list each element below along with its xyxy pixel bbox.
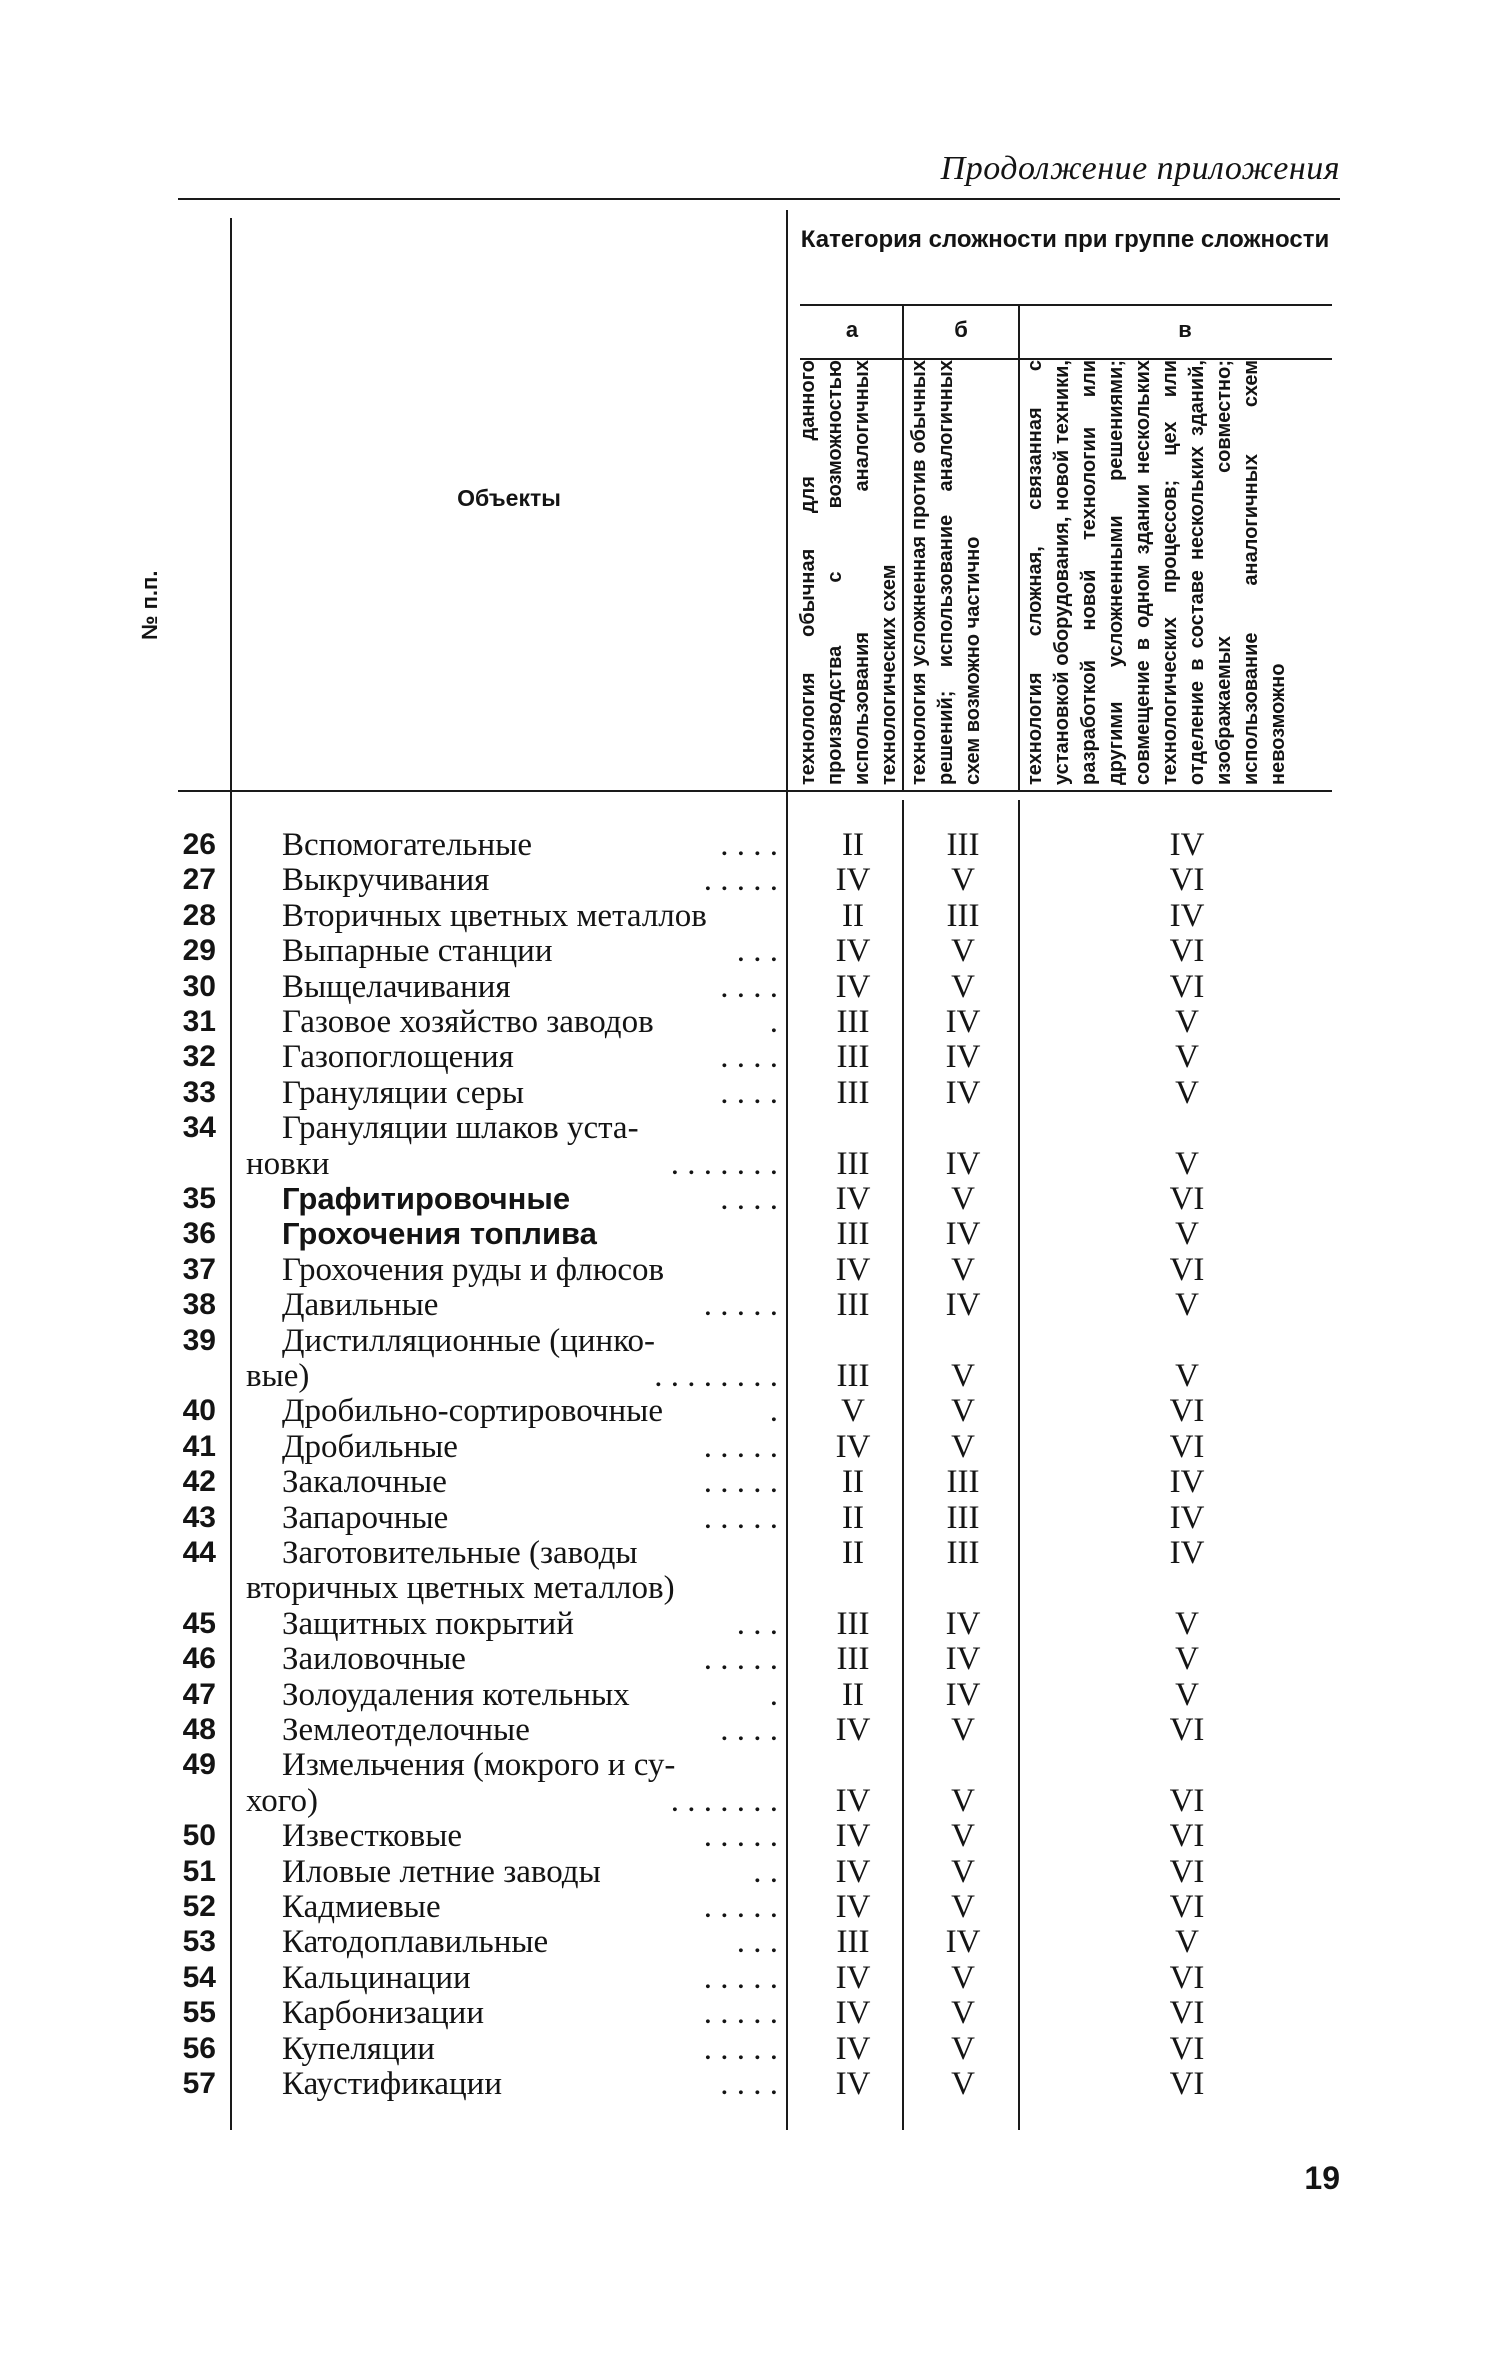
category-c: VI: [1169, 1889, 1205, 1925]
num-column-header: № п.п.: [137, 570, 162, 640]
row-number: 54: [182, 1960, 216, 1994]
category-b: IV: [945, 1924, 981, 1961]
category-c: VI: [1169, 1959, 1205, 1996]
category-b: V: [951, 968, 975, 1005]
category-a: IV: [835, 1712, 871, 1748]
category-b: V: [951, 1995, 975, 2032]
page-number: 19: [1304, 2160, 1340, 2196]
object-name: Измельчения (мокрого и су-: [282, 1748, 676, 1783]
object-name: Графитировочные: [282, 1182, 571, 1216]
object-name: вые): [246, 1359, 310, 1393]
dot-leader: . . . . .: [703, 1818, 778, 1855]
object-name: Грануляции серы: [282, 1075, 525, 1110]
category-c: VI: [1169, 2066, 1205, 2102]
row-number: 27: [182, 863, 216, 897]
category-a: IV: [835, 1853, 871, 1890]
table-row: [0, 1005, 1500, 1039]
row-number: 50: [182, 1819, 216, 1853]
category-c: V: [1175, 1216, 1199, 1253]
table-row: [0, 1642, 1500, 1676]
table-row: [0, 1536, 1500, 1570]
table-row: [0, 1748, 1500, 1782]
row-number: 47: [182, 1677, 216, 1711]
category-c: VI: [1169, 1428, 1205, 1465]
dot-leader: . . . . .: [703, 1995, 778, 2032]
object-name: Дробильно-сортировочные: [282, 1394, 663, 1429]
category-a: IV: [835, 1889, 871, 1925]
category-c: V: [1175, 1358, 1199, 1394]
row-number: 42: [182, 1465, 216, 1499]
row-number: 55: [182, 1996, 216, 2030]
category-header: Категория сложности при группе сложности: [800, 226, 1330, 253]
category-c: V: [1175, 1145, 1199, 1182]
object-name: Выкручивания: [282, 863, 490, 898]
category-b: V: [951, 2066, 975, 2102]
dot-leader: . . .: [736, 1605, 778, 1642]
row-number: 32: [182, 1040, 216, 1074]
object-name: Каустификации: [282, 2067, 502, 2101]
object-name: Заиловочные: [282, 1642, 466, 1677]
dot-leader: .: [769, 1676, 778, 1713]
category-b: IV: [945, 1287, 981, 1324]
object-name: Закалочные: [282, 1465, 447, 1500]
dot-leader: . . . . .: [703, 1499, 778, 1536]
category-b: V: [951, 1959, 975, 1996]
category-a: IV: [835, 1959, 871, 1996]
row-number: 33: [182, 1075, 216, 1109]
table-row: [0, 1571, 1500, 1605]
category-a: III: [836, 1004, 870, 1040]
category-b: V: [951, 1251, 975, 1288]
category-c: V: [1175, 1039, 1199, 1076]
dot-leader: . . . . . . .: [670, 1782, 778, 1819]
category-c: IV: [1169, 1499, 1205, 1536]
category-c: V: [1175, 1605, 1199, 1642]
category-b: IV: [945, 1605, 981, 1642]
object-name: Кальцинации: [282, 1960, 471, 1995]
table-row: [0, 1430, 1500, 1464]
category-a: II: [842, 1535, 864, 1571]
object-name: Катодоплавильные: [282, 1925, 549, 1960]
category-b: V: [951, 1181, 975, 1217]
category-b: IV: [945, 1216, 981, 1253]
object-name: Газопоглощения: [282, 1040, 514, 1075]
group-b-header: б: [954, 317, 968, 342]
group-b-description: технология усложненная против обычных решений; использование аналогичных схем возможно частично: [908, 360, 984, 785]
dot-leader: . . . . . . . .: [654, 1358, 778, 1394]
table-row: [0, 863, 1500, 897]
dot-leader: . . .: [736, 1924, 778, 1961]
category-b: V: [951, 1358, 975, 1394]
row-number: 44: [182, 1536, 216, 1569]
object-name: Дробильные: [282, 1429, 458, 1464]
row-number: 52: [182, 1890, 216, 1923]
dot-leader: . . . . .: [703, 862, 778, 899]
table-row: [0, 1890, 1500, 1924]
category-a: III: [836, 1145, 870, 1182]
category-c: VI: [1169, 862, 1205, 899]
object-name: Защитных покрытий: [282, 1606, 574, 1641]
category-a: IV: [835, 2030, 871, 2067]
category-b: V: [951, 1818, 975, 1855]
category-c: VI: [1169, 2030, 1205, 2067]
category-c: VI: [1169, 1995, 1205, 2032]
dot-leader: . . . .: [720, 827, 778, 863]
dot-leader: . . . . .: [703, 1287, 778, 1324]
category-b: V: [951, 1393, 975, 1430]
category-b: V: [951, 862, 975, 899]
dot-leader: . . . .: [720, 2066, 778, 2102]
category-a: IV: [835, 1782, 871, 1819]
object-name: Вторичных цветных металлов: [282, 898, 707, 933]
table-row: [0, 1713, 1500, 1747]
category-b: IV: [945, 1004, 981, 1040]
group-a-description: технология обычная для данного производства с возможностью использования аналогичных технологических схем: [797, 360, 900, 785]
category-a: III: [836, 1039, 870, 1076]
group-rule: [800, 304, 1332, 306]
row-number: 39: [182, 1323, 216, 1357]
object-name: Землеотделочные: [282, 1713, 530, 1747]
row-number: 36: [182, 1217, 216, 1251]
group-c-header: в: [1178, 317, 1192, 342]
category-c: VI: [1169, 1181, 1205, 1217]
object-name: Запарочные: [282, 1500, 449, 1535]
dot-leader: . . . . .: [703, 1959, 778, 1996]
row-number: 31: [182, 1005, 216, 1038]
row-number: 28: [182, 898, 216, 932]
table-row: [0, 1076, 1500, 1110]
category-b: III: [946, 1464, 980, 1501]
category-c: IV: [1169, 1535, 1205, 1571]
row-number: 51: [182, 1854, 216, 1888]
category-c: VI: [1169, 1251, 1205, 1288]
objects-column-header: Объекты: [457, 485, 561, 511]
table-row: [0, 970, 1500, 1004]
object-name: Известковые: [282, 1819, 463, 1854]
category-a: IV: [835, 1818, 871, 1855]
category-a: III: [836, 1287, 870, 1324]
category-c: V: [1175, 1074, 1199, 1111]
object-name: вторичных цветных металлов): [246, 1571, 675, 1606]
row-number: 26: [182, 828, 216, 861]
table-row: [0, 1855, 1500, 1889]
table-top-rule: [178, 198, 1340, 200]
dot-leader: . . . . . . .: [670, 1145, 778, 1182]
category-b: IV: [945, 1676, 981, 1713]
table-row: [0, 1324, 1500, 1358]
row-number: 38: [182, 1288, 216, 1322]
category-c: V: [1175, 1641, 1199, 1678]
category-a: II: [842, 1499, 864, 1536]
dot-leader: . . . .: [720, 1074, 778, 1111]
category-c: VI: [1169, 933, 1205, 970]
table-row: [0, 1607, 1500, 1641]
category-a: IV: [835, 1995, 871, 2032]
dot-leader: . . . .: [720, 1712, 778, 1748]
row-number: 30: [182, 969, 216, 1003]
dot-leader: . . . . .: [703, 1889, 778, 1925]
object-name: Заготовительные (заводы: [282, 1536, 638, 1570]
category-a: II: [842, 1464, 864, 1501]
table-row: [0, 1217, 1500, 1251]
category-c: V: [1175, 1924, 1199, 1961]
category-b: V: [951, 2030, 975, 2067]
row-number: 49: [182, 1748, 216, 1782]
category-a: IV: [835, 968, 871, 1005]
category-a: V: [841, 1393, 865, 1430]
table-row: [0, 1288, 1500, 1322]
object-name: Грануляции шлаков уста-: [282, 1111, 639, 1146]
category-a: IV: [835, 2066, 871, 2102]
category-c: VI: [1169, 1853, 1205, 1890]
object-name: Выщелачивания: [282, 969, 511, 1004]
category-b: III: [946, 897, 980, 934]
dot-leader: . . . . .: [703, 1641, 778, 1678]
dot-leader: . . . .: [720, 1039, 778, 1076]
category-c: VI: [1169, 1393, 1205, 1430]
object-name: Карбонизации: [282, 1996, 484, 2031]
table-row: [0, 1394, 1500, 1428]
table-row: [0, 1147, 1500, 1181]
row-number: 48: [182, 1713, 216, 1746]
dot-leader: . . . .: [720, 968, 778, 1005]
table-row: [0, 1182, 1500, 1216]
table-row: [0, 899, 1500, 933]
table-row: [0, 1678, 1500, 1712]
dot-leader: . . . .: [720, 1181, 778, 1217]
table-row: [0, 1996, 1500, 2030]
category-b: V: [951, 1889, 975, 1925]
object-name: Грохочения руды и флюсов: [282, 1252, 665, 1287]
table-row: [0, 1925, 1500, 1959]
dot-leader: . . . . .: [703, 1464, 778, 1501]
row-number: 56: [182, 2031, 216, 2065]
category-a: III: [836, 1641, 870, 1678]
table-row: [0, 828, 1500, 862]
category-a: III: [836, 1358, 870, 1394]
object-name: Золоудаления котельных: [282, 1677, 630, 1712]
table-row: [0, 1040, 1500, 1074]
category-a: II: [842, 827, 864, 863]
row-number: 45: [182, 1606, 216, 1640]
category-c: VI: [1169, 1782, 1205, 1819]
category-a: III: [836, 1605, 870, 1642]
category-a: III: [836, 1074, 870, 1111]
category-a: III: [836, 1216, 870, 1253]
object-name: Купеляции: [282, 2031, 435, 2066]
col-rule-b: [1018, 304, 1020, 790]
category-a: IV: [835, 1428, 871, 1465]
category-c: IV: [1169, 1464, 1205, 1501]
dot-leader: . . . . .: [703, 2030, 778, 2067]
object-name: хого): [246, 1783, 318, 1818]
object-name: Иловые летние заводы: [282, 1854, 601, 1889]
row-number: 35: [182, 1182, 216, 1215]
table-row: [0, 1501, 1500, 1535]
table-row: [0, 934, 1500, 968]
object-name: Вспомогательные: [282, 828, 532, 862]
table-row: [0, 2032, 1500, 2066]
object-name: Дистилляционные (цинко-: [282, 1323, 656, 1358]
row-number: 41: [182, 1429, 216, 1463]
category-c: V: [1175, 1287, 1199, 1324]
row-number: 46: [182, 1642, 216, 1676]
group-a-header: а: [845, 317, 859, 342]
dot-leader: . . .: [736, 933, 778, 970]
table-row: [0, 2067, 1500, 2101]
category-b: IV: [945, 1145, 981, 1182]
object-name: новки: [246, 1146, 330, 1181]
category-c: VI: [1169, 1712, 1205, 1748]
category-b: V: [951, 933, 975, 970]
category-b: IV: [945, 1039, 981, 1076]
category-c: IV: [1169, 827, 1205, 863]
dot-leader: . . . . .: [703, 1428, 778, 1465]
category-a: IV: [835, 933, 871, 970]
category-b: V: [951, 1853, 975, 1890]
row-number: 37: [182, 1252, 216, 1286]
dot-leader: .: [769, 1393, 778, 1430]
object-name: Давильные: [282, 1288, 439, 1323]
category-a: IV: [835, 862, 871, 899]
category-b: III: [946, 1535, 980, 1571]
group-c-description: технология сложная, связанная с установкой оборудования, новой техники, разработкой новой технологии или другими усложненными решениями; совмещение в одном здании нескольких технологических процессов; цех или отделение в составе нескольких зданий, изображаемых совместно; использование аналогичных схем невозможно: [1024, 360, 1289, 785]
row-number: 53: [182, 1925, 216, 1959]
table-row: [0, 1111, 1500, 1145]
category-c: V: [1175, 1676, 1199, 1713]
category-a: IV: [835, 1251, 871, 1288]
category-b: V: [951, 1428, 975, 1465]
object-name: Выпарные станции: [282, 934, 553, 969]
object-name: Кадмиевые: [282, 1890, 441, 1924]
category-c: VI: [1169, 968, 1205, 1005]
table-row: [0, 1784, 1500, 1818]
category-b: V: [951, 1782, 975, 1819]
category-b: III: [946, 827, 980, 863]
category-b: III: [946, 1499, 980, 1536]
object-name: Грохочения топлива: [282, 1217, 597, 1252]
category-c: VI: [1169, 1818, 1205, 1855]
table-row: [0, 1465, 1500, 1499]
header-bottom-rule: [178, 790, 1332, 792]
table-row: [0, 1253, 1500, 1287]
category-b: IV: [945, 1641, 981, 1678]
dot-leader: .: [769, 1004, 778, 1040]
table-row: [0, 1961, 1500, 1995]
table-row: [0, 1819, 1500, 1853]
category-a: II: [842, 1676, 864, 1713]
category-a: II: [842, 897, 864, 934]
row-number: 34: [182, 1111, 216, 1145]
row-number: 57: [182, 2067, 216, 2100]
category-a: IV: [835, 1181, 871, 1217]
category-b: V: [951, 1712, 975, 1748]
dot-leader: . .: [753, 1853, 778, 1890]
category-a: III: [836, 1924, 870, 1961]
category-c: V: [1175, 1004, 1199, 1040]
category-c: IV: [1169, 897, 1205, 934]
row-number: 43: [182, 1500, 216, 1534]
row-number: 29: [182, 934, 216, 968]
table-row: [0, 1359, 1500, 1393]
category-b: IV: [945, 1074, 981, 1111]
running-head: Продолжение приложения: [940, 150, 1340, 187]
object-name: Газовое хозяйство заводов: [282, 1005, 654, 1039]
row-number: 40: [182, 1394, 216, 1428]
